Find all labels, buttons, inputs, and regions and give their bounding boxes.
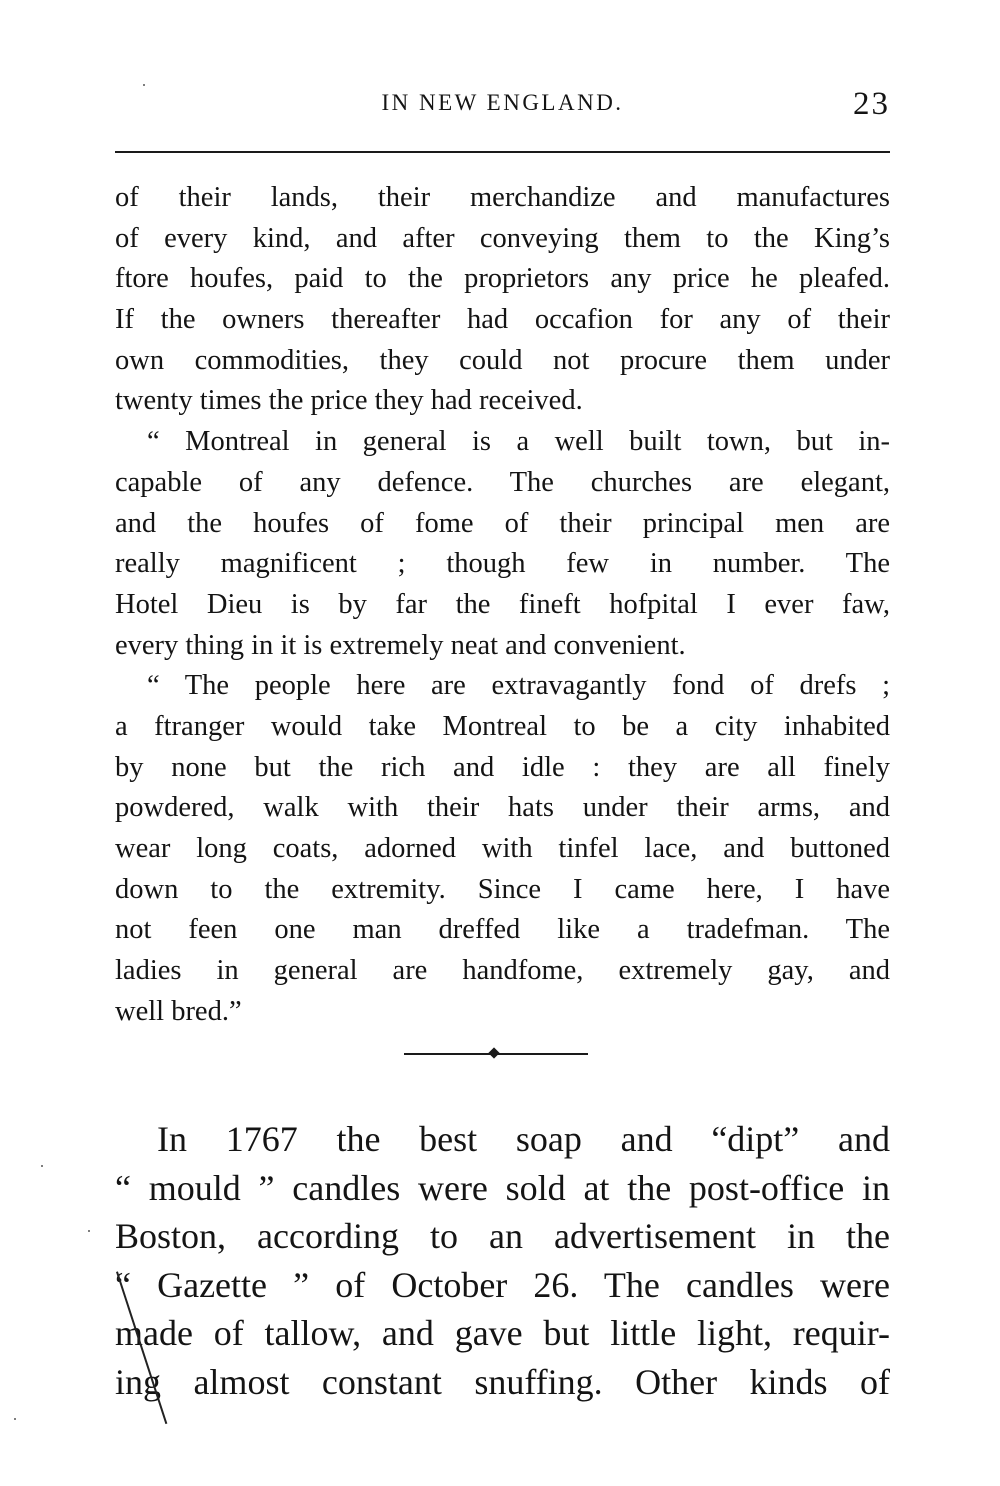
text-line: really magnificent ; though few in number. The bbox=[115, 548, 890, 580]
text-line: In 1767 the best soap and “dipt” and bbox=[157, 1119, 890, 1159]
text-line: Boston, according to an advertisement in the bbox=[115, 1216, 890, 1257]
section-divider-ornament bbox=[404, 1052, 588, 1056]
text-line: “ Montreal in general is a well built town, but in- bbox=[147, 426, 890, 458]
paper-speck bbox=[14, 1418, 16, 1420]
text-line: “ mould ” candles were sold at the post-office in bbox=[115, 1167, 890, 1208]
section-text bbox=[115, 1115, 890, 1407]
text-line: Hotel Dieu is by far the fineft hofpital I ever faw, bbox=[115, 588, 890, 620]
running-title: IN NEW ENGLAND. bbox=[381, 90, 624, 115]
text-line: If the owners thereafter had occafion for any of their bbox=[115, 304, 890, 336]
text-line: of every kind, and after conveying them to the King’s bbox=[115, 222, 890, 254]
text-line: made of tallow, and gave but little light, requir- bbox=[115, 1313, 890, 1354]
paper-speck bbox=[41, 1165, 43, 1167]
text-line: and the houfes of fome of their principal men are bbox=[115, 507, 890, 539]
text-line: ftore houfes, paid to the proprietors any price he pleafed. bbox=[115, 263, 890, 295]
text-line: a ftranger would take Montreal to be a city inhabited bbox=[115, 710, 890, 742]
text-line: own commodities, they could not procure them under bbox=[115, 344, 890, 376]
text-line: well bred.” bbox=[115, 995, 242, 1027]
text-line: “ The people here are extravagantly fond of drefs ; bbox=[147, 670, 890, 702]
text-line: every thing in it is extremely neat and convenient. bbox=[115, 629, 686, 661]
text-line: wear long coats, adorned with tinfel lace, and buttoned bbox=[115, 833, 890, 864]
quoted-letter-text bbox=[115, 178, 890, 1032]
paper-speck bbox=[88, 1230, 90, 1232]
text-line: not feen one man dreffed like a tradefman. The bbox=[115, 914, 890, 946]
page-number: 23 bbox=[853, 86, 890, 122]
text-line: “ Gazette ” of October 26. The candles were bbox=[115, 1264, 890, 1305]
diamond-ornament-icon bbox=[488, 1047, 499, 1058]
running-head bbox=[115, 86, 890, 126]
text-line: twenty times the price they had received. bbox=[115, 385, 583, 417]
header-rule bbox=[115, 151, 890, 153]
text-line: down to the extremity. Since I came here, I have bbox=[115, 873, 890, 905]
text-line: ladies in general are handfome, extremely gay, and bbox=[115, 955, 890, 987]
paper-speck bbox=[143, 84, 145, 86]
text-line: by none but the rich and idle : they are all finely bbox=[115, 751, 890, 783]
text-line: capable of any defence. The churches are elegant, bbox=[115, 466, 890, 498]
text-line: powdered, walk with their hats under their arms, and bbox=[115, 792, 890, 824]
text-line: of their lands, their merchandize and manufactures bbox=[115, 182, 890, 213]
text-line: ing almost constant snuffing. Other kinds of bbox=[115, 1361, 890, 1402]
